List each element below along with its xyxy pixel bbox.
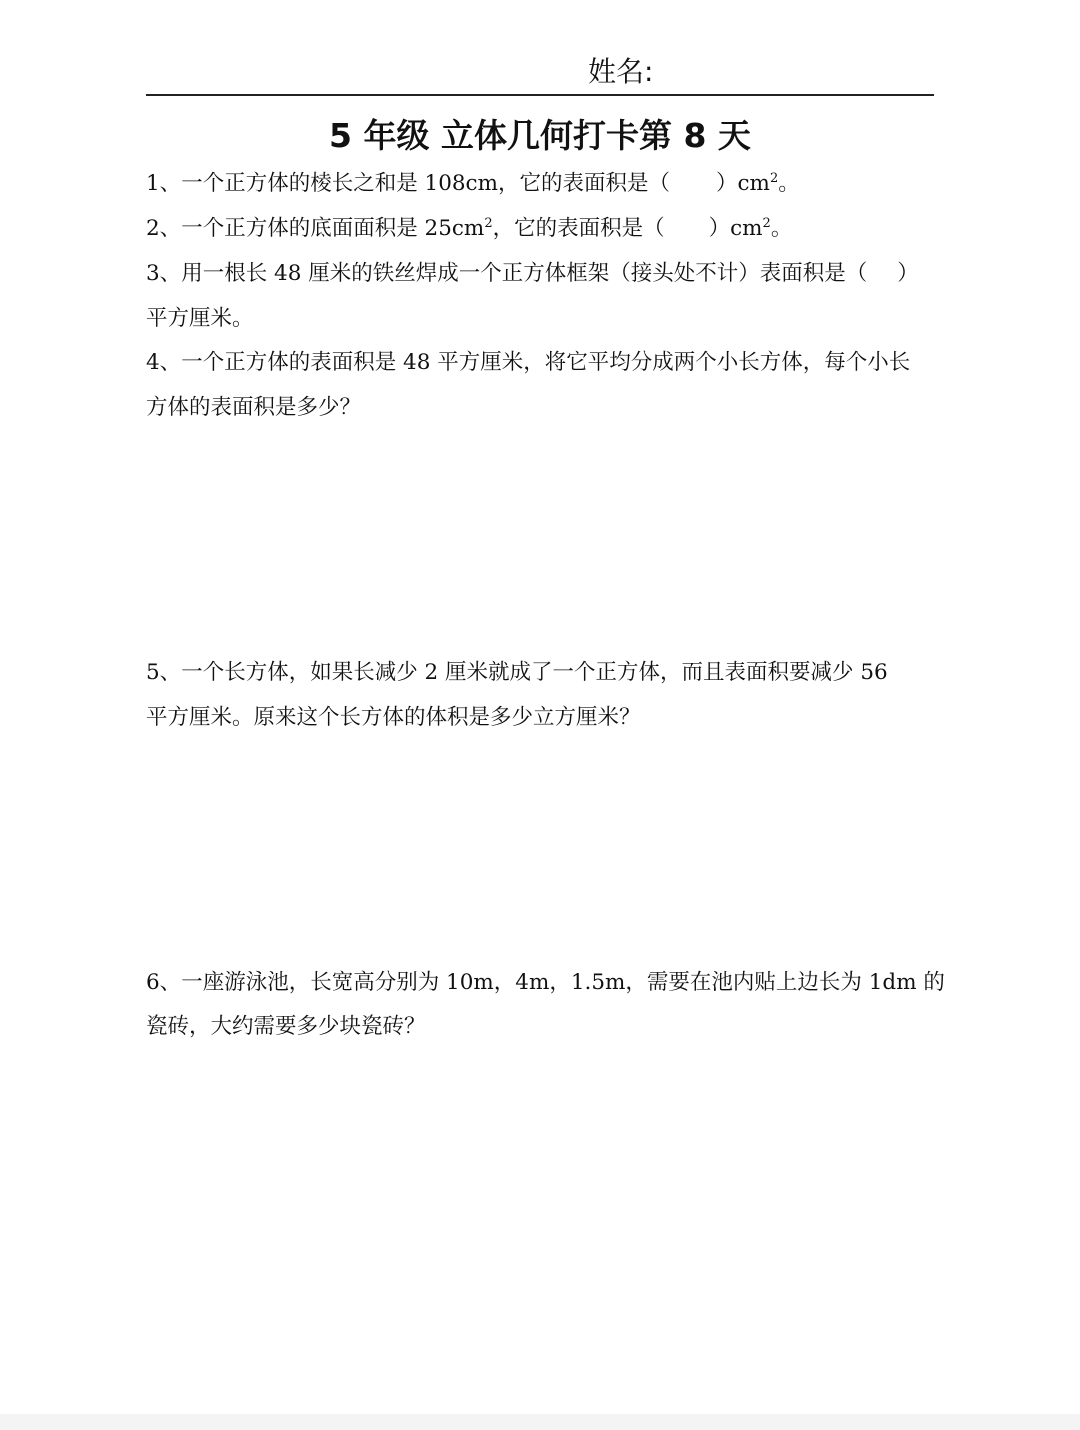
question-2-text-cont: ，它的表面积是（ [492,216,665,241]
question-3-blank-close: ） [897,261,919,286]
question-4-text: 一个正方体的表面积是 48 平方厘米，将它平均分成两个小长方体，每个小长 [181,350,911,375]
question-3-number: 3、 [146,261,182,286]
page-bottom-edge [0,1414,1080,1430]
question-1-end: 。 [778,171,800,196]
question-1-unit-exponent: 2 [769,171,779,186]
header-divider [146,94,934,96]
question-6-line-2: 瓷砖，大约需要多少块瓷砖？ [146,1014,426,1039]
question-5-text: 一个长方体，如果长减少 2 厘米就成了一个正方体，而且表面积要减少 56 [181,660,888,685]
question-1-text: 一个正方体的棱长之和是 108cm，它的表面积是（ [181,171,670,196]
question-6-answer-area[interactable] [146,1050,934,1390]
question-5-answer-area[interactable] [146,740,934,960]
question-1-number: 1、 [146,171,182,196]
question-4-number: 4、 [146,350,182,375]
question-2-unit: ）cm [708,216,763,241]
question-5-line-2: 平方厘米。原来这个长方体的体积是多少立方厘米？ [146,705,641,730]
question-4-line-2: 方体的表面积是多少？ [146,395,362,420]
question-4-answer-area[interactable] [146,430,934,650]
question-3-line-1 [146,259,919,289]
question-5-line-1 [146,658,888,688]
student-name-label: 姓名: [588,55,654,88]
question-2-area-exponent: 2 [484,216,493,231]
worksheet-title: 5 年级 立体几何打卡第 8 天 [329,116,751,155]
question-2-number: 2、 [146,216,182,241]
question-4-line-1 [146,348,910,378]
question-5-number: 5、 [146,660,182,685]
question-6-line-1 [146,968,945,998]
question-2-end: 。 [770,216,793,241]
question-3-text: 用一根长 48 厘米的铁丝焊成一个正方体框架（接头处不计）表面积是（ [181,261,868,286]
question-1 [146,169,800,199]
question-2-text: 一个正方体的底面面积是 25cm [181,216,485,241]
question-6-text: 一座游泳池，长宽高分别为 10m，4m，1.5m，需要在池内贴上边长为 1dm 的 [181,970,945,995]
question-3-line-2: 平方厘米。 [146,306,254,331]
question-1-unit: ）cm [716,171,770,196]
question-2-unit-exponent: 2 [762,216,771,231]
question-6-number: 6、 [146,970,182,995]
question-2 [146,214,792,244]
